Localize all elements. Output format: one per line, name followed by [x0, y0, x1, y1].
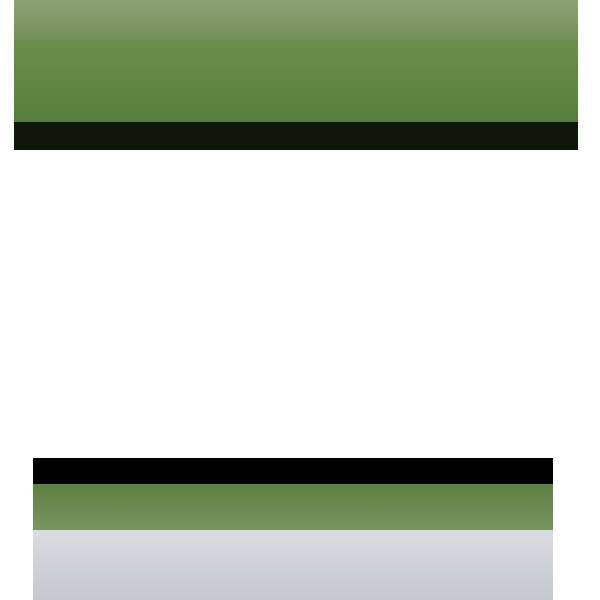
article-body — [52, 207, 558, 455]
photo-caption-bar — [14, 122, 578, 150]
team-photo-top — [14, 0, 578, 150]
photo-trees — [33, 484, 553, 530]
photo-background — [14, 0, 578, 40]
team-photo-bottom — [33, 458, 553, 600]
photo-caption-bar — [33, 458, 553, 484]
photo-wall — [33, 530, 553, 600]
